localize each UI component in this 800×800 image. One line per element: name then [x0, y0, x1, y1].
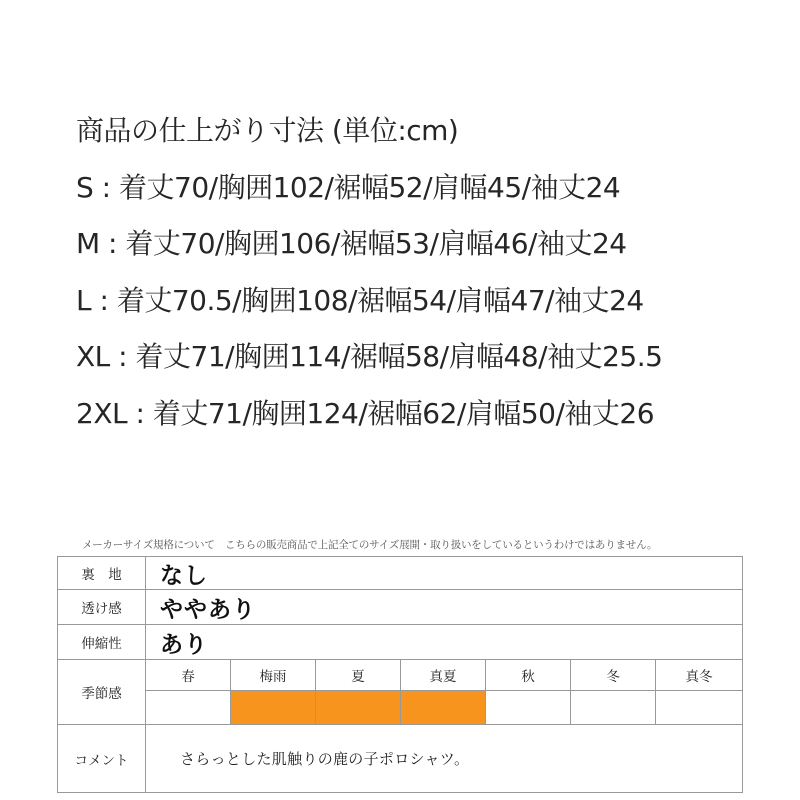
- size-row-l: L : 着丈70.5/胸囲108/裾幅54/肩幅47/袖丈24: [76, 283, 644, 317]
- size-row-m: M : 着丈70/胸囲106/裾幅53/肩幅46/袖丈24: [76, 227, 627, 260]
- size-disclaimer-note: メーカーサイズ規格について こちらの販売商品で上記全てのサイズ展開・取り扱いをしているというわけではありません。: [82, 539, 658, 551]
- spec-row-comment: [58, 725, 742, 793]
- spec-value-sheerness: ややあり: [160, 596, 256, 623]
- spec-row-sheerness: [58, 590, 742, 625]
- season-indicator-summer: [316, 691, 400, 724]
- spec-label-sheerness: 透け感: [58, 590, 146, 624]
- season-col-spring: [146, 660, 231, 724]
- season-name-spring: 春: [146, 660, 230, 691]
- spec-value-stretch: あり: [160, 631, 208, 658]
- spec-label-stretch: 伸縮性: [58, 625, 146, 659]
- season-grid: [146, 660, 742, 724]
- season-name-midwinter: 真冬: [656, 660, 742, 691]
- spec-label-comment: コメント: [58, 725, 146, 792]
- season-indicator-midwinter: [656, 691, 742, 724]
- season-name-midsummer: 真夏: [401, 660, 485, 691]
- season-name-winter: 冬: [571, 660, 655, 691]
- season-col-rainy: [231, 660, 316, 724]
- size-info: [76, 108, 662, 447]
- season-indicator-rainy: [231, 691, 315, 724]
- size-heading: 商品の仕上がり寸法 (単位:cm): [76, 114, 459, 147]
- season-col-midwinter: [656, 660, 742, 724]
- season-name-autumn: 秋: [486, 660, 570, 691]
- season-indicator-midsummer: [401, 691, 485, 724]
- spec-label-season: 季節感: [58, 660, 146, 724]
- spec-table: [57, 556, 743, 793]
- season-indicator-spring: [146, 691, 230, 724]
- spec-value-comment: さらっとした肌触りの鹿の子ポロシャツ。: [180, 750, 470, 768]
- season-name-summer: 夏: [316, 660, 400, 691]
- season-col-winter: [571, 660, 656, 724]
- season-indicator-autumn: [486, 691, 570, 724]
- size-row-2xl: 2XL : 着丈71/胸囲124/裾幅62/肩幅50/袖丈26: [76, 396, 655, 430]
- spec-label-lining: 裏 地: [58, 557, 146, 589]
- season-name-rainy: 梅雨: [231, 660, 315, 691]
- spec-row-lining: [58, 557, 742, 590]
- spec-row-stretch: [58, 625, 742, 660]
- spec-row-season: [58, 660, 742, 725]
- season-col-autumn: [486, 660, 571, 724]
- spec-value-lining: なし: [160, 562, 208, 589]
- season-indicator-winter: [571, 691, 655, 724]
- season-col-midsummer: [401, 660, 486, 724]
- size-row-s: S : 着丈70/胸囲102/裾幅52/肩幅45/袖丈24: [76, 170, 621, 204]
- size-row-xl: XL : 着丈71/胸囲114/裾幅58/肩幅48/袖丈25.5: [76, 340, 663, 373]
- season-col-summer: [316, 660, 401, 724]
